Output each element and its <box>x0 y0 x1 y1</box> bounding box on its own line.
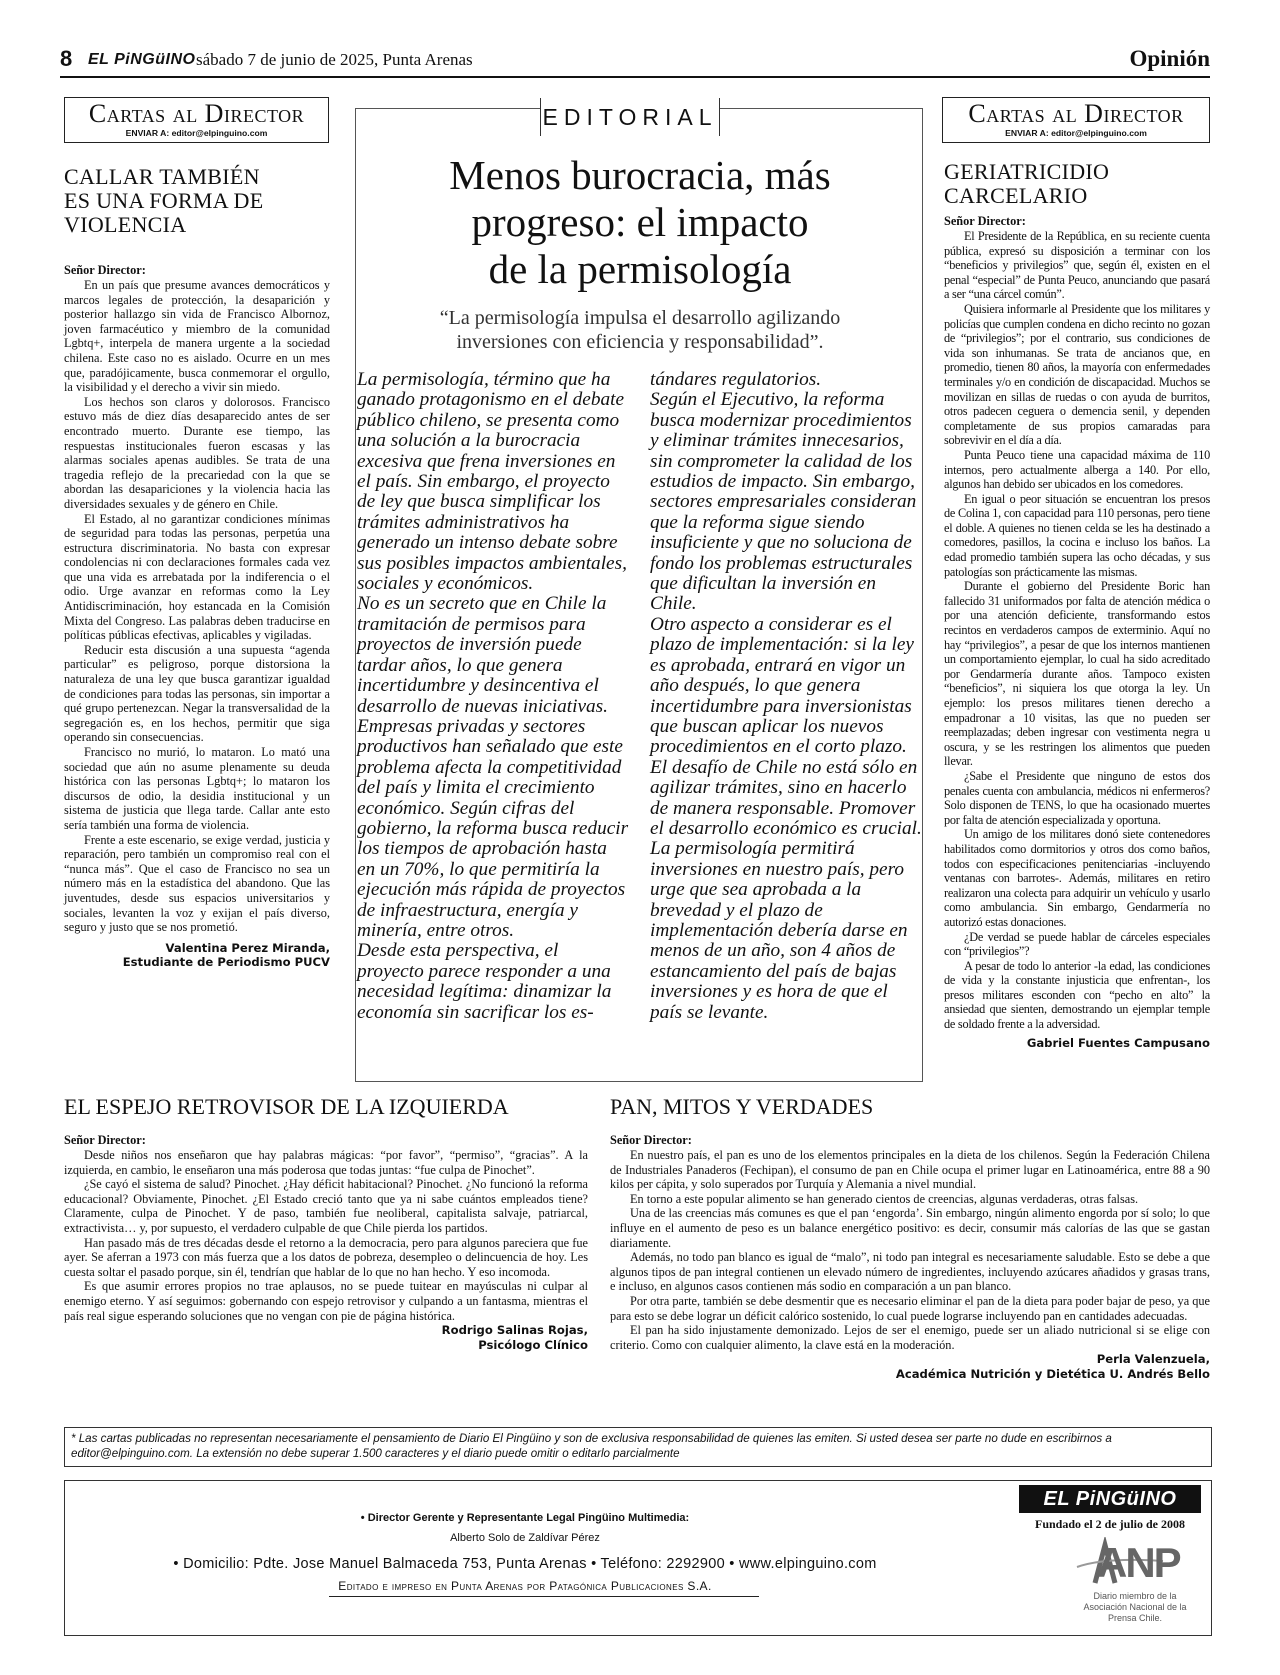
footer-printed-underline <box>329 1596 759 1597</box>
paragraph: Durante el gobierno del Presidente Boric han fallecido 31 uniformados por falta de atención médica o por una atención deficiente, transformando estos recintos en verdaderos campos de exterminio. Aquí no hay “privilegios”, a pesar de que los internos mantienen un comportamiento ejemplar, lo cual ha sido acreditado por Gendarmería durante años. Tampoco existen “beneficios”, ni siquiera los que otorga la ley. Un ejemplo: los presos militares tienen derecho a empadronar a 10 visitas, las que no pueden ser reemplazadas; deben ingresar con vestimenta negra u oscura, y se les restringen los alimentos que pueden llevar. <box>944 579 1210 769</box>
cartas-email: ENVIAR A: editor@elpinguino.com <box>125 128 268 138</box>
letter-signature-name: Gabriel Fuentes Campusano <box>1026 1035 1210 1050</box>
paragraph: Por otra parte, también se debe desmentir que es necesario eliminar el pan de la dieta para poder bajar de peso, ya que para esto se debe lograr un déficit calórico sostenido, lo cual puede lograrse incluyendo pan en cantidades adecuadas. <box>610 1293 1210 1323</box>
editorial-frame-left <box>355 108 356 1082</box>
letter-title: GERIATRICIDIO CARCELARIO <box>944 159 1110 208</box>
editorial-label: EDITORIAL <box>540 98 720 136</box>
paragraph: Punta Peuco tiene una capacidad máxima de 110 internos, pero actualmente alberga a 140. Por ello, algunos han debido ser ubicados en los comedores. <box>944 447 1210 492</box>
paragraph: Desde esta perspectiva, el proyecto parece responder a una necesidad legítima: dinamizar la economía sin sacrificar los es- <box>357 940 612 1023</box>
brand-logo: EL PiNGüINO <box>1019 1485 1201 1513</box>
paragraph: Han pasado más de tres décadas desde el retorno a la democracia, pero para algunos pareciera que fue ayer. Se aferran a 1973 con más fuerza que a los datos de pobreza, desempleo o delincuencia de hoy. Les cuesta soltar el pasado porque, sin él, tendrían que hablar de lo que no han hecho. Y eso incomoda. <box>64 1235 588 1279</box>
editorial-frame-bottom <box>355 1081 923 1082</box>
issue-date: sábado 7 de junio de 2025, Punta Arenas <box>196 50 473 69</box>
section-name: Opinión <box>1129 46 1210 71</box>
letter-bottom-left <box>64 1095 588 1352</box>
paragraph: A pesar de todo lo anterior -la edad, las condiciones de vida y la constante injusticia que enfrentan-, los presos militares esconden con “pecho en alto” la ansiedad que sienten, demostrando un ejemplar temple de soldado frente a la adversidad. <box>944 958 1210 1032</box>
letter-signature-name: Rodrigo Salinas Rojas, <box>441 1323 588 1338</box>
letter-bottom-right <box>610 1095 1210 1382</box>
paragraph: El desafío de Chile no está sólo en agilizar trámites, sino en hacerlo de manera responsable. Promover el desarrollo económico es crucial. <box>650 756 922 839</box>
letter-signature-name: Valentina Perez Miranda, <box>165 940 330 955</box>
cartas-box-left <box>64 97 329 143</box>
paragraph: ¿Se cayó el sistema de salud? Pinochet. ¿Hay déficit habitacional? Pinochet. ¿No funcionó la reforma educacional? Obviamente, Pinochet. ¿El Estado creció tanto que ya ni sabe cuántos empleados tiene? Claramente, culpa de Pinochet. Y de paso, también fue neoliberal, capitalista salvaje, patriarcal, extractivista… y, por supuesto, el verdadero culpable de que Chile pierda los partidos. <box>64 1177 588 1235</box>
footer-address: • Domicilio: Pdte. Jose Manuel Balmaceda 753, Punta Arenas • Teléfono: 2292900 • www.elpinguino.com <box>173 1556 877 1572</box>
disclaimer-text: * Las cartas publicadas no representan necesariamente el pensamiento de Diario El Pingüino y son de exclusiva responsabilidad de quienes las emiten. Si usted desea ser parte no dude en escribirnos a editor@elpinguino.com. La extensión no debe superar 1.500 caracteres y el diario puede omitir o editarlo parcialmente <box>71 1432 1112 1460</box>
brand-name: EL PiNGüINO <box>88 51 196 68</box>
director-name: Alberto Solo de Zaldívar Pérez <box>450 1532 600 1544</box>
cartas-box-right <box>942 97 1210 143</box>
letter-signature-role: Académica Nutrición y Dietética U. Andrés Bello <box>895 1366 1210 1381</box>
paragraph: tándares regulatorios. <box>650 369 822 390</box>
letter-right <box>944 160 1210 1050</box>
paragraph: El Estado, al no garantizar condiciones mínimas de seguridad para todas las personas, perpetúa una estructura discriminatoria. No basta con expresar condolencias ni con declaraciones formales cada vez que una vida es arrebatada por la indiferencia o el odio. Urge avanzar en reformas como la Ley Antidiscriminación, hoy estancada en la Comisión Mixta del Congreso. Las palabras deben traducirse en políticas públicas efectivas, aplicables y vigiladas. <box>64 511 330 643</box>
letter-left <box>64 165 330 970</box>
letter-title: EL ESPEJO RETROVISOR DE LA IZQUIERDA <box>64 1094 509 1119</box>
page-number: 8 <box>60 46 73 71</box>
paragraph: Un amigo de los militares donó siete contenedores habilitados como dormitorios y otros dos como baños, todos con especificaciones penitenciarias -incluyendo ventanas con barrotes-. Además, militares en retiro realizaron una colecta para adquirir un vehículo y usarlo como ambulancia. Sin embargo, Gendarmería no autorizó estas donaciones. <box>944 827 1210 929</box>
anp-caption: Diario miembro de la Asociación Nacional de la Prensa Chile. <box>1083 1591 1187 1623</box>
letter-body <box>64 278 330 935</box>
founded-date: Fundado el 2 de julio de 2008 <box>1034 1517 1186 1531</box>
letter-greeting: Señor Director: <box>64 263 146 277</box>
paragraph: Desde niños nos enseñaron que hay palabras mágicas: “por favor”, “permiso”, “gracias”. A la izquierda, en cambio, le enseñaron una más poderosa que todas juntas: “fue culpa de Pinochet”. <box>64 1148 588 1177</box>
anp-logo <box>1075 1537 1180 1587</box>
footer-box <box>64 1480 1212 1636</box>
editorial-frame-right <box>922 108 923 1082</box>
paragraph: El Presidente de la República, en su reciente cuenta pública, expresó su disposición a terminar con los “beneficios y privilegios” que, según él, existen en el penal “especial” de Punta Peuco, anunciando que pasará a ser “una cárcel común”. <box>944 229 1210 302</box>
footer-printed: Editado e impreso en Punta Arenas por Patagónica Publicaciones S.A. <box>338 1579 712 1593</box>
editorial-column-1 <box>357 370 629 1023</box>
cartas-email: ENVIAR A: editor@elpinguino.com <box>1005 128 1147 138</box>
letter-signature-name: Perla Valenzuela, <box>1096 1352 1210 1367</box>
letter-title: CALLAR TAMBIÉN ES UNA FORMA DE VIOLENCIA <box>64 164 264 237</box>
paragraph: Quisiera informarle al Presidente que los militares y policías que cumplen condena en dicho recinto no gozan de “privilegios”; por el contrario, sus condiciones de vida son inhumanas. Se trata de ancianos que, en promedio, tienen 80 años, la mayoría con enfermedades terminales y/o en condición de discapacidad. Muchos se movilizan en sillas de ruedas o con ayuda de burritos, otros padecen ceguera o demencia senil, y dependen completamente de sus propios camaradas para sobrevivir en el día a día. <box>944 301 1210 448</box>
editorial-frame-top-left <box>355 108 540 109</box>
editorial-headline: Menos burocracia, más progreso: el impacto de la permisología <box>449 152 831 292</box>
disclaimer-box <box>64 1427 1212 1467</box>
letter-signature-role: Estudiante de Periodismo PUCV <box>122 955 330 970</box>
header-rule <box>60 76 1210 78</box>
paragraph: En torno a este popular alimento se han generado cientos de creencias, algunas verdaderas, otras falsas. <box>630 1191 1139 1206</box>
anp-logo-text: ANP <box>1097 1539 1180 1586</box>
letter-body <box>944 229 1210 1032</box>
paragraph: En un país que presume avances democráticos y marcos legales de protección, la desaparición y posterior hallazgo sin vida de Francisco Albornoz, joven farmacéutico y miembro de la comunidad Lgbtq+, interpela de manera urgente a la sociedad chilena. Este caso no es aislado. Ocurre en un mes que, paradójicamente, busca conmemorar el orgullo, la visibilidad y el derecho a vivir sin miedo. <box>64 278 330 395</box>
letter-greeting: Señor Director: <box>944 214 1026 228</box>
letter-signature-role: Psicólogo Clínico <box>478 1337 588 1352</box>
paragraph: La permisología permitirá inversiones en nuestro país, pero urge que sea aprobada a la brevedad y el plazo de implementación debería darse en menos de un año, son 4 años de estancamiento del país de bajas inversiones y es hora de que el país se levante. <box>650 838 908 1023</box>
cartas-title: Cartas al Director <box>968 99 1184 128</box>
paragraph: La permisología, término que ha ganado protagonismo en el debate público chileno, se presenta como una solución a la burocracia excesiva que frena inversiones en el país. Sin embargo, el proyecto de ley que busca simplificar los trámites administrativos ha generado un intenso debate sobre sus posibles impactos ambientales, sociales y económicos. <box>357 369 627 595</box>
paragraph: Otro aspecto a considerar es el plazo de implementación: si la ley es aprobada, entrará en vigor un año después, lo que genera incertidumbre para inversionistas que buscan aplicar los nuevos procedimientos en el corto plazo. <box>650 613 914 758</box>
paragraph: No es un secreto que en Chile la tramitación de permisos para proyectos de inversión puede tardar años, lo que genera incertidumbre y desincentiva el desarrollo de nuevas iniciativas. Empresas privadas y sectores productivos han señalado que este problema afecta la competitividad del país y limita el crecimiento económico. Según cifras del gobierno, la reforma busca reducir los tiempos de aprobación hasta en un 70%, lo que permitiría la ejecución más rápida de proyectos de infraestructura, energía y minería, entre otros. <box>357 593 629 941</box>
paragraph: En igual o peor situación se encuentran los presos de Colina 1, con capacidad para 110 personas, pero tiene el doble. A quienes no tienen celda se les ha destinado a comedores, pasillos, la cocina e incluso los baños. La edad promedio también supera las ocho décadas, y sus patologías son prácticamente las mismas. <box>944 491 1210 579</box>
paragraph: Francisco no murió, lo mataron. Lo mató una sociedad que aún no asume plenamente su deuda histórica con las personas Lgbtq+; lo mataron los discursos de odio, la desidia institucional y un sistema de justicia que llega tarde. Callar ante esto sería también una forma de violencia. <box>64 745 330 832</box>
director-label: • Director Gerente y Representante Legal Pingüino Multimedia: <box>360 1512 690 1524</box>
cartas-title: Cartas al Director <box>88 99 305 128</box>
paragraph: En nuestro país, el pan es uno de los elementos principales en la dieta de los chilenos. Según la Federación Chilena de Industriales Panaderos (Fechipan), el consumo de pan en Chile ocupa el primer lugar en Latinoamérica, entre 88 a 90 kilos per cápita, y solo superados por Turquía y Alemania a nivel mundial. <box>610 1148 1210 1192</box>
paragraph: ¿Sabe el Presidente que ninguno de estos dos penales cuenta con ambulancia, médicos ni enfermeros? Solo disponen de TENS, lo que ha ocasionado muertes por falta de atención especializada y oportuna. <box>944 768 1210 827</box>
paragraph: Reducir esta discusión a una supuesta “agenda particular” es peligroso, porque distorsiona la naturaleza de una ley que busca garantizar igualdad de condiciones para todas las personas, sin importar a qué grupo pertenezcan. Negar la transversalidad de la segregación es, en los hechos, permitir que siga operando sin consecuencias. <box>64 642 330 745</box>
letter-greeting: Señor Director: <box>64 1133 146 1147</box>
letter-title: PAN, MITOS Y VERDADES <box>610 1094 874 1119</box>
paragraph: Es que asumir errores propios no trae aplausos, no se puede tuitear en mayúsculas ni culpar al enemigo eterno. Y así seguimos: gobernando con espejo retrovisor y culpando a un fantasma, mientras el país real sigue esperando soluciones que no vengan con pie de página histórica. <box>64 1279 588 1323</box>
editorial-column-2 <box>650 370 922 1023</box>
paragraph: Los hechos son claros y dolorosos. Francisco estuvo más de diez días desaparecido antes de ser encontrado muerto. Durante ese tiempo, las respuestas institucionales fueron escasas y las alarmas sociales apenas audibles. Se trata de una tragedia reflejo de la precariedad con la que se abordan las desapariciones y la violencia hacia las diversidades sexuales y de género en Chile. <box>64 394 330 511</box>
letter-greeting: Señor Director: <box>610 1133 692 1147</box>
paragraph: ¿De verdad se puede hablar de cárceles especiales con “privilegios”? <box>944 929 1210 959</box>
editorial-deck: “La permisología impulsa el desarrollo agilizando inversiones con eficiencia y responsabilidad”. <box>439 307 841 353</box>
paragraph: Frente a este escenario, se exige verdad, justicia y reparación, pero también un compromiso real con el “nunca más”. Que el caso de Francisco no sea un número más en la estadística del abandono. Que las juventudes, desde sus espacios universitarios y sociales, levanten la voz y exijan el país diverso, seguro y justo que se nos prometió. <box>64 832 330 935</box>
editorial-frame-top-right <box>720 108 922 109</box>
paragraph: Una de las creencias más comunes es que el pan ‘engorda’. Sin embargo, ningún alimento engorda por sí solo; lo que influye en el aumento de peso es un balance energético positivo: es decir, consumir más calorías de las que se gastan diariamente. <box>610 1206 1210 1250</box>
paragraph: El pan ha sido injustamente demonizado. Lejos de ser el enemigo, puede ser un aliado nutricional si se elige con criterio. Como con cualquier alimento, la clave está en la moderación. <box>610 1323 1210 1352</box>
paragraph: Además, no todo pan blanco es igual de “malo”, ni todo pan integral es necesariamente saludable. Esto se debe a que algunos tipos de pan integral contienen un elevado número de ingredientes, incluyendo azúcares añadidos y grasas trans, e incluso, en algunos casos contienen más sodio en comparación a un pan blanco. <box>610 1250 1210 1294</box>
paragraph: Según el Ejecutivo, la reforma busca modernizar procedimientos y eliminar trámites innecesarios, sin comprometer la calidad de los estudios de impacto. Sin embargo, sectores empresariales consideran que la reforma sigue siendo insuficiente y que no soluciona de fondo los problemas estructurales que dificultan la inversión en Chile. <box>650 389 917 615</box>
page-header <box>60 46 1210 76</box>
